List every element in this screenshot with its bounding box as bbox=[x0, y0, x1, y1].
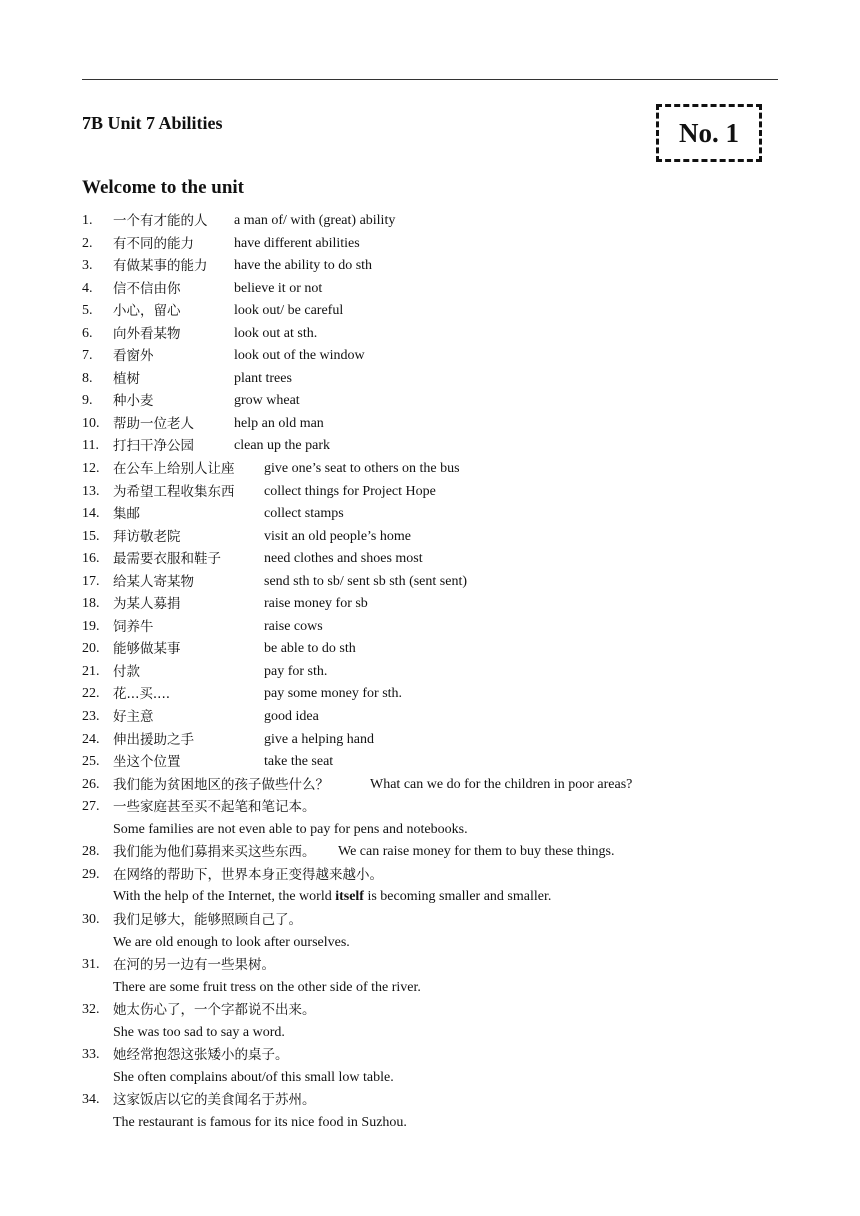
item-number: 21. bbox=[82, 663, 100, 679]
item-english: look out at sth. bbox=[234, 325, 318, 341]
list-item bbox=[82, 706, 772, 729]
item-chinese: 能够做某事 bbox=[113, 641, 181, 658]
item-number: 9. bbox=[82, 393, 93, 409]
item-chinese: 小心，留心 bbox=[113, 303, 181, 320]
item-english: pay some money for sth. bbox=[264, 686, 403, 702]
item-english: believe it or not bbox=[234, 280, 323, 296]
item-number: 6. bbox=[82, 325, 93, 341]
item-number: 23. bbox=[82, 709, 100, 725]
list-item bbox=[82, 503, 772, 526]
item-english: a man of/ with (great) ability bbox=[234, 213, 396, 228]
list-item bbox=[82, 638, 772, 661]
item-english: have different abilities bbox=[234, 235, 360, 251]
list-item bbox=[82, 413, 772, 436]
item-number: 5. bbox=[82, 303, 93, 319]
item-english: help an old man bbox=[234, 415, 324, 431]
item-number: 26. bbox=[82, 776, 100, 792]
item-english: clean up the park bbox=[234, 438, 331, 454]
item-english: look out/ be careful bbox=[234, 303, 344, 319]
list-item bbox=[82, 751, 772, 774]
item-number: 18. bbox=[82, 596, 100, 612]
item-chinese: 我们能为他们募捐来买这些东西。 bbox=[113, 844, 316, 861]
item-number: 34. bbox=[82, 1092, 100, 1108]
item-chinese: 为某人募捐 bbox=[113, 596, 181, 613]
list-item bbox=[82, 1089, 772, 1112]
item-chinese: 花...买.... bbox=[113, 686, 171, 703]
item-chinese: 我们足够大，能够照顾自己了。 bbox=[113, 911, 302, 928]
item-number: 15. bbox=[82, 528, 100, 544]
item-chinese: 有不同的能力 bbox=[113, 235, 194, 252]
list-item bbox=[82, 233, 772, 256]
item-number: 14. bbox=[82, 506, 100, 522]
list-item bbox=[82, 796, 772, 819]
item-number: 4. bbox=[82, 280, 93, 296]
list-item bbox=[82, 729, 772, 752]
list-item bbox=[82, 278, 772, 301]
item-chinese: 给某人寄某物 bbox=[113, 573, 194, 590]
item-number: 31. bbox=[82, 957, 100, 973]
item-english: take the seat bbox=[264, 754, 334, 770]
list-item bbox=[82, 526, 772, 549]
item-chinese: 信不信由你 bbox=[113, 280, 181, 297]
item-english: raise cows bbox=[264, 618, 323, 634]
item-english: give a helping hand bbox=[264, 731, 375, 747]
list-item bbox=[82, 210, 772, 233]
item-english: good idea bbox=[264, 709, 319, 725]
item-number: 16. bbox=[82, 551, 100, 567]
list-item bbox=[82, 435, 772, 458]
list-item bbox=[82, 841, 772, 864]
item-english: There are some fruit tress on the other side of the river. bbox=[113, 979, 421, 995]
item-chinese: 为希望工程收集东西 bbox=[113, 483, 235, 500]
item-number: 28. bbox=[82, 844, 100, 860]
item-chinese: 她太伤心了，一个字都说不出来。 bbox=[113, 1002, 316, 1019]
item-english: visit an old people’s home bbox=[264, 528, 411, 544]
item-chinese: 在网络的帮助下，世界本身正变得越来越小。 bbox=[113, 866, 383, 883]
item-chinese: 最需要衣服和鞋子 bbox=[113, 551, 221, 568]
item-chinese: 在河的另一边有一些果树。 bbox=[113, 957, 275, 974]
list-item bbox=[82, 683, 772, 706]
list-item bbox=[82, 368, 772, 391]
list-item bbox=[82, 593, 772, 616]
item-english bbox=[82, 886, 772, 909]
item-chinese: 帮助一位老人 bbox=[113, 415, 194, 432]
item-english: give one’s seat to others on the bus bbox=[264, 461, 460, 477]
item-chinese: 她经常抱怨这张矮小的桌子。 bbox=[113, 1047, 289, 1064]
item-english: send sth to sb/ sent sb sth (sent sent) bbox=[264, 573, 467, 589]
item-chinese: 集邮 bbox=[113, 506, 140, 523]
item-number: 19. bbox=[82, 618, 100, 634]
item-number: 25. bbox=[82, 754, 100, 770]
item-chinese: 向外看某物 bbox=[113, 325, 181, 342]
item-number: 2. bbox=[82, 235, 93, 251]
item-english-part: is becoming smaller and smaller. bbox=[363, 889, 552, 905]
item-chinese: 看窗外 bbox=[113, 348, 154, 365]
item-chinese: 这家饭店以它的美食闻名于苏州。 bbox=[113, 1092, 316, 1109]
item-english: We can raise money for them to buy these things. bbox=[338, 844, 615, 860]
item-english: We are old enough to look after ourselves. bbox=[113, 934, 350, 950]
item-english: pay for sth. bbox=[264, 663, 328, 679]
item-number: 8. bbox=[82, 370, 93, 386]
item-english: collect things for Project Hope bbox=[264, 483, 436, 499]
list-item bbox=[82, 909, 772, 932]
item-chinese: 植树 bbox=[113, 370, 140, 387]
item-number: 17. bbox=[82, 573, 100, 589]
list-item bbox=[82, 345, 772, 368]
item-english: be able to do sth bbox=[264, 641, 356, 657]
list-item bbox=[82, 548, 772, 571]
list-item bbox=[82, 954, 772, 977]
item-number: 10. bbox=[82, 415, 100, 431]
item-number: 20. bbox=[82, 641, 100, 657]
item-number: 22. bbox=[82, 686, 100, 702]
item-english: Some families are not even able to pay for pens and notebooks. bbox=[113, 821, 468, 837]
list-item bbox=[82, 999, 772, 1022]
list-item bbox=[82, 323, 772, 346]
list-item bbox=[82, 774, 772, 797]
item-chinese: 坐这个位置 bbox=[113, 754, 181, 771]
list-item bbox=[82, 458, 772, 481]
phrase-list bbox=[82, 210, 772, 1134]
item-chinese: 打扫干净公园 bbox=[113, 438, 194, 455]
item-english: She was too sad to say a word. bbox=[113, 1024, 285, 1040]
item-english: collect stamps bbox=[264, 506, 344, 522]
number-badge: No. 1 bbox=[656, 104, 762, 162]
item-number: 3. bbox=[82, 258, 93, 274]
item-number: 32. bbox=[82, 1002, 100, 1018]
list-item bbox=[82, 864, 772, 887]
list-item bbox=[82, 481, 772, 504]
item-number: 29. bbox=[82, 866, 100, 882]
item-english: grow wheat bbox=[234, 393, 300, 409]
item-chinese: 有做某事的能力 bbox=[113, 258, 208, 275]
list-item bbox=[82, 300, 772, 323]
list-item bbox=[82, 1044, 772, 1067]
item-number: 27. bbox=[82, 799, 100, 815]
item-number: 30. bbox=[82, 911, 100, 927]
list-item bbox=[82, 571, 772, 594]
item-english: look out of the window bbox=[234, 348, 365, 364]
list-item bbox=[82, 661, 772, 684]
item-chinese: 一个有才能的人 bbox=[113, 213, 208, 229]
item-english: The restaurant is famous for its nice food in Suzhou. bbox=[113, 1114, 407, 1130]
item-english: She often complains about/of this small low table. bbox=[113, 1069, 394, 1085]
item-chinese: 饲养牛 bbox=[113, 618, 154, 635]
item-chinese: 付款 bbox=[113, 663, 140, 680]
item-english-emphasis: itself bbox=[335, 889, 364, 905]
item-english: What can we do for the children in poor areas? bbox=[370, 776, 633, 792]
item-english: plant trees bbox=[234, 370, 292, 386]
item-number: 11. bbox=[82, 438, 99, 454]
unit-title: 7B Unit 7 Abilities bbox=[82, 113, 223, 133]
item-chinese: 好主意 bbox=[113, 709, 154, 726]
item-english-part: With the help of the Internet, the world bbox=[113, 889, 336, 905]
item-english: need clothes and shoes most bbox=[264, 551, 423, 567]
item-number: 1. bbox=[82, 213, 93, 228]
item-chinese: 一些家庭甚至买不起笔和笔记本。 bbox=[113, 799, 316, 816]
item-chinese: 伸出援助之手 bbox=[113, 731, 194, 748]
item-english: raise money for sb bbox=[264, 596, 368, 612]
item-number: 33. bbox=[82, 1047, 100, 1063]
section-title: Welcome to the unit bbox=[82, 177, 245, 198]
list-item bbox=[82, 255, 772, 278]
item-number: 7. bbox=[82, 348, 93, 364]
item-chinese: 种小麦 bbox=[113, 393, 154, 410]
item-chinese: 拜访敬老院 bbox=[113, 528, 181, 545]
item-english: have the ability to do sth bbox=[234, 258, 373, 274]
item-number: 24. bbox=[82, 731, 100, 747]
top-rule bbox=[82, 79, 778, 80]
list-item bbox=[82, 390, 772, 413]
item-number: 13. bbox=[82, 483, 100, 499]
item-number: 12. bbox=[82, 461, 100, 477]
item-chinese: 在公车上给别人让座 bbox=[113, 461, 235, 478]
item-chinese: 我们能为贫困地区的孩子做些什么？ bbox=[113, 776, 329, 793]
list-item bbox=[82, 616, 772, 639]
